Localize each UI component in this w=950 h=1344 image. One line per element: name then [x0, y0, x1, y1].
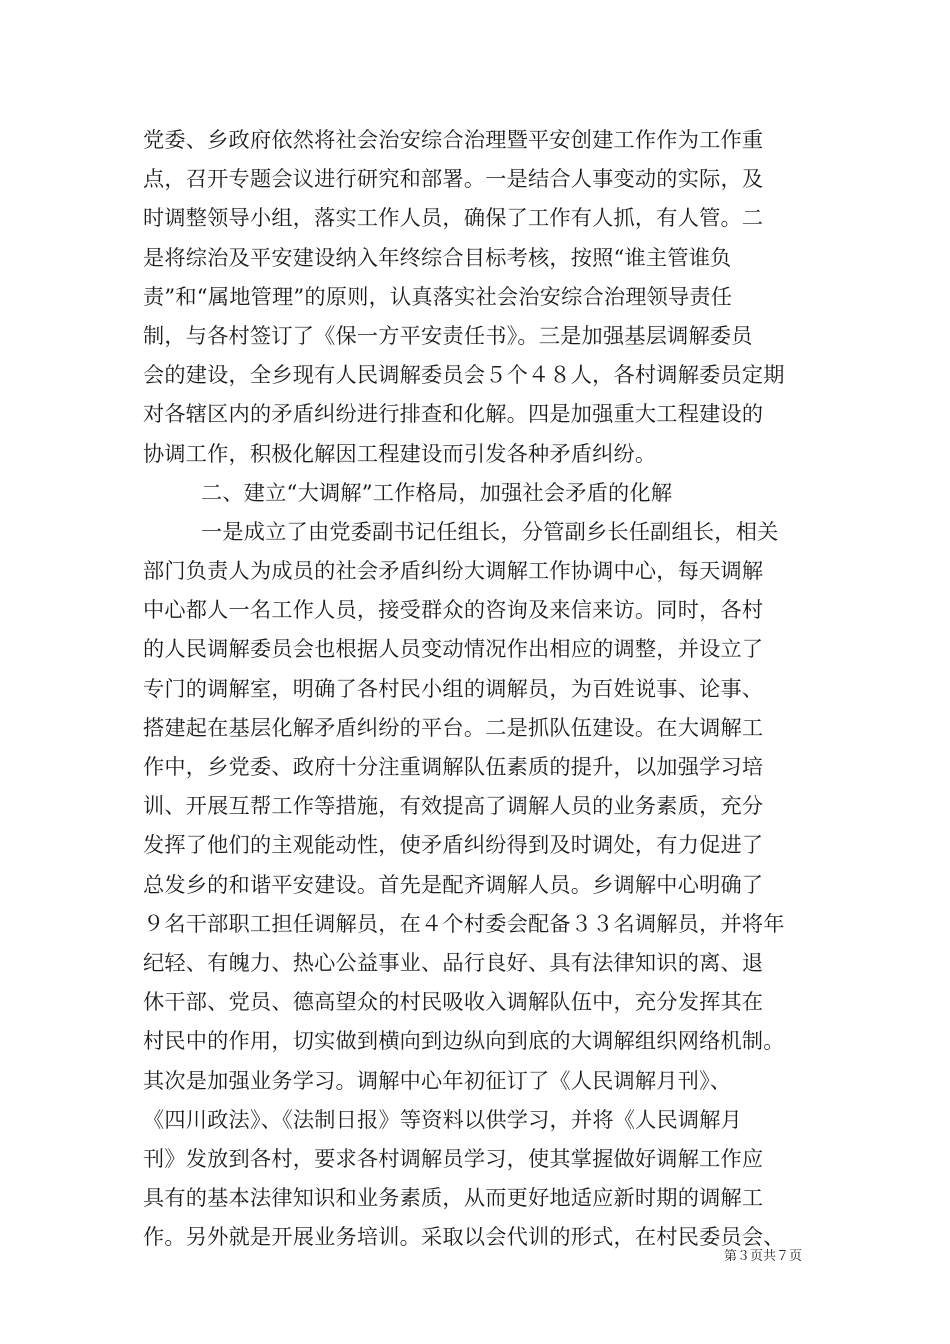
- text-line: 休干部、党员、德高望众的村民吸收入调解队伍中，充分发挥其在: [143, 989, 764, 1015]
- text-line: 是将综治及平安建设纳入年终综合目标考核，按照“谁主管谁负: [143, 244, 732, 270]
- text-line: 搭建起在基层化解矛盾纠纷的平台。二是抓队伍建设。在大调解工: [143, 714, 764, 740]
- text-line: 部门负责人为成员的社会矛盾纠纷大调解工作协调中心，每天调解: [143, 558, 764, 584]
- text-line: 训、开展互帮工作等措施，有效提高了调解人员的业务素质，充分: [143, 793, 764, 819]
- text-line: 的人民调解委员会也根据人员变动情况作出相应的调整，并设立了: [143, 636, 764, 662]
- text-line: 制，与各村签订了《保一方平安责任书》。三是加强基层调解委员: [143, 322, 753, 348]
- text-line: 总发乡的和谐平安建设。首先是配齐调解人员。乡调解中心明确了: [143, 871, 764, 897]
- text-line: 发挥了他们的主观能动性，使矛盾纠纷得到及时调处，有力促进了: [143, 832, 764, 858]
- text-line: 刊》发放到各村，要求各村调解员学习，使其掌握做好调解工作应: [143, 1145, 764, 1171]
- text-line: 时调整领导小组，落实工作人员，确保了工作有人抓，有人管。二: [143, 205, 764, 231]
- text-line: 二、建立“大调解”工作格局，加强社会矛盾的化解: [201, 479, 673, 505]
- text-line: 中心都人一名工作人员，接受群众的咨询及来信来访。同时，各村: [143, 597, 764, 623]
- text-line: 作。另外就是开展业务培训。采取以会代训的形式，在村民委员会、: [143, 1224, 785, 1250]
- text-line: 纪轻、有魄力、热心公益事业、品行良好、具有法律知识的离、退: [143, 949, 764, 975]
- text-line: 作中，乡党委、政府十分注重调解队伍素质的提升，以加强学习培: [143, 754, 764, 779]
- body-text: [143, 120, 813, 1256]
- page-number: 第３页共７页: [723, 1249, 802, 1264]
- text-line: 对各辖区内的矛盾纠纷进行排查和化解。四是加强重大工程建设的: [143, 401, 764, 427]
- text-line: 其次是加强业务学习。调解中心年初征订了《人民调解月刊》、: [143, 1067, 732, 1093]
- text-line: 责”和“属地管理”的原则，认真落实社会治安综合治理领导责任: [143, 283, 733, 309]
- text-line: 专门的调解室，明确了各村民小组的调解员，为百姓说事、论事、: [143, 675, 764, 701]
- text-line: ９名干部职工担任调解员，在４个村委会配备３３名调解员，并将年: [143, 910, 785, 936]
- text-line: 《四川政法》、《法制日报》等资料以供学习，并将《人民调解月: [143, 1106, 743, 1132]
- text-line: 具有的基本法律知识和业务素质，从而更好地适应新时期的调解工: [143, 1185, 764, 1211]
- text-line: 村民中的作用，切实做到横向到边纵向到底的大调解组织网络机制。: [143, 1028, 785, 1054]
- text-line: 点，召开专题会议进行研究和部署。一是结合人事变动的实际，及: [143, 166, 764, 192]
- text-line: 党委、乡政府依然将社会治安综合治理暨平安创建工作作为工作重: [143, 127, 764, 152]
- text-line: 会的建设，全乡现有人民调解委员会５个４８人，各村调解委员定期: [143, 362, 785, 388]
- text-line: 一是成立了由党委副书记任组长，分管副乡长任副组长，相关: [201, 518, 779, 544]
- text-line: 协调工作，积极化解因工程建设而引发各种矛盾纠纷。: [143, 440, 657, 466]
